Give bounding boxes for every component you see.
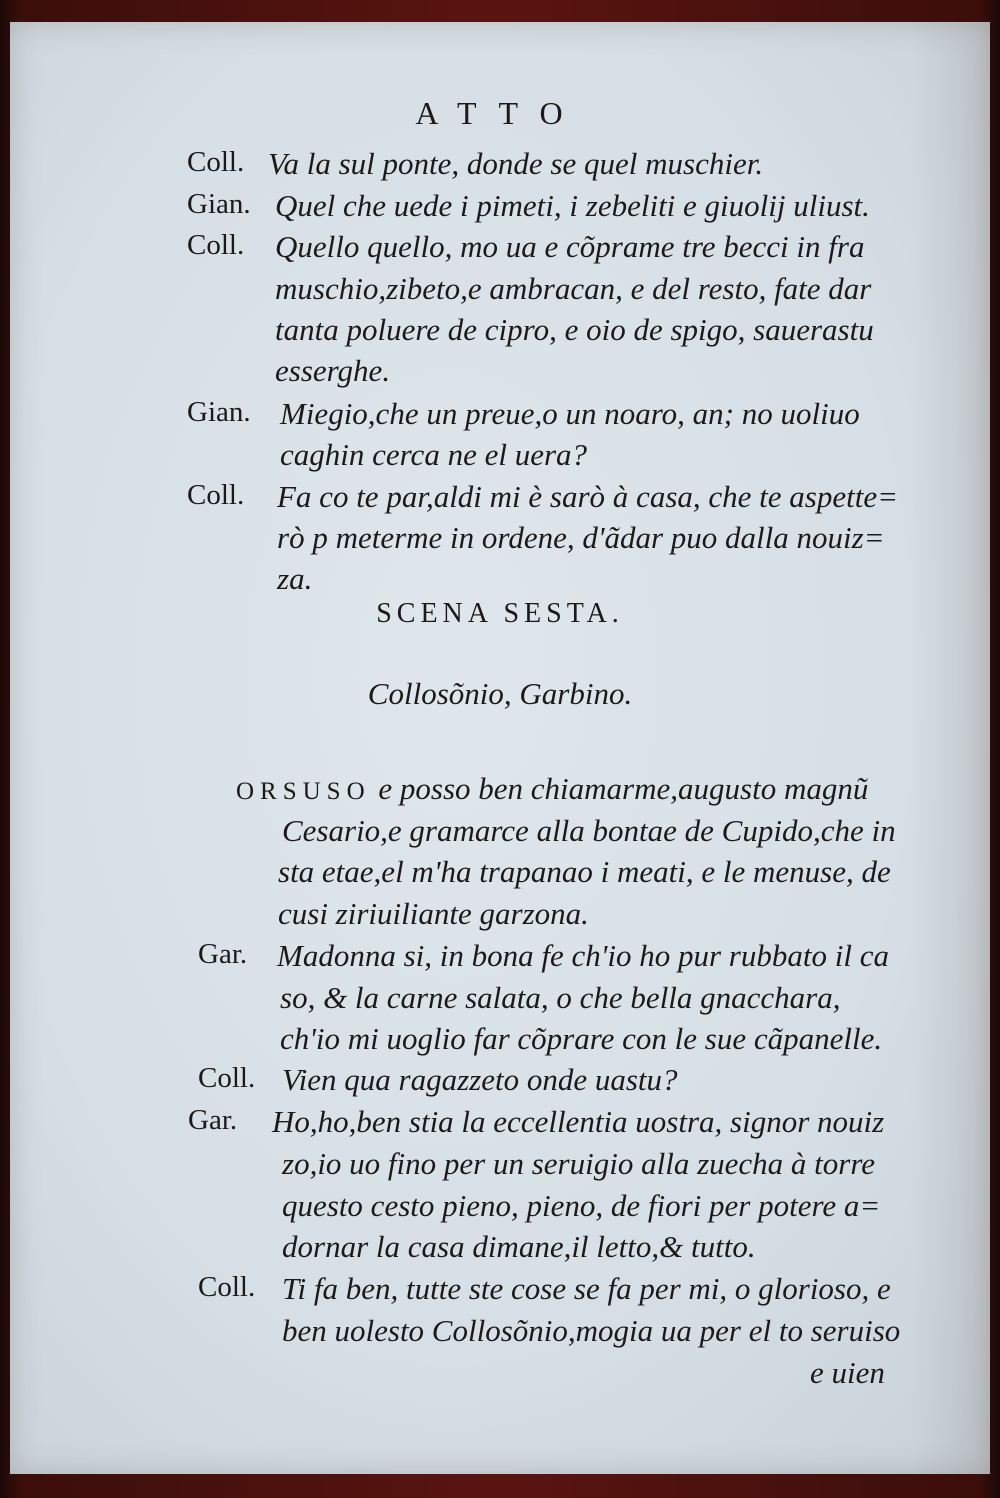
text-line: esserghe. [275,353,391,388]
text-line: Quel che uede i pimeti, i zebeliti e giuolij uliust. [275,188,870,223]
text-line: Ho,ho,ben stia la eccellentia uostra, signor nouiz [272,1104,885,1139]
text-line: Ti fa ben, tutte ste cose se fa per mi, o glorioso, e [282,1271,891,1306]
speaker-label: Coll. [198,1062,256,1094]
text-line-rest: e posso ben chiamarme,augusto magnũ [370,771,869,806]
text-line: Madonna si, in bona fe ch'io ho pur rubbato il ca [277,938,889,973]
text-line: so, & la carne salata, o che bella gnacchara, [280,980,841,1015]
text-line: Miegio,che un preue,o un noaro, an; no uoliuo [280,396,860,431]
speaker-label: Gian. [187,188,251,220]
speaker-label: Coll. [187,479,245,511]
text-line: Va la sul ponte, donde se quel muschier. [268,146,764,181]
text-line: zo,io uo fino per un seruigio alla zuecha à torre [282,1146,875,1181]
text-line: Fa co te par,aldi mi è sarò à casa, che te aspette= [277,479,898,514]
scene-characters: Collosõnio, Garbino. [367,676,633,711]
text-line: tanta poluere de cipro, e oio de spigo, sauerastu [275,312,874,347]
text-line: dornar la casa dimane,il letto,& tutto. [282,1229,756,1264]
speaker-label: Coll. [187,229,245,261]
initial-word: ORSUSO [236,778,371,805]
text-line: questo cesto pieno, pieno, de fiori per potere a= [282,1188,881,1223]
text-line: ch'io mi uoglio far cõprare con le sue cãpanelle. [280,1021,883,1056]
text-line [236,771,868,807]
text-line: ben uolesto Collosõnio,mogia ua per el to seruiso [282,1313,901,1348]
text-line: cusi ziriuiliante garzona. [278,896,589,931]
text-line: Quello quello, mo ua e cõprame tre becci in fra [275,229,865,264]
scene-title: SCENA SESTA. [376,598,624,629]
text-line: Cesario,e gramarce alla bontae de Cupido,che in [282,813,896,848]
text-line: sta etae,el m'ha trapanao i meati, e le menuse, de [278,854,891,889]
page-edge-shadow [910,22,990,1474]
speaker-label: Coll. [187,146,245,178]
catchword: e uien [810,1355,885,1390]
text-line: muschio,zibeto,e ambracan, e del resto, fate dar [275,271,872,306]
speaker-label: Gian. [187,396,251,428]
text-line: Vien qua ragazzeto onde uastu? [282,1062,678,1097]
page-header: ATTO [415,95,585,131]
text-line: rò p meterme in ordene, d'ãdar puo dalla nouiz= [277,520,885,555]
text-line: caghin cerca ne el uera? [280,437,588,472]
speaker-label: Gar. [198,938,248,970]
text-line: za. [277,561,313,596]
speaker-label: Gar. [188,1104,238,1136]
speaker-label: Coll. [198,1271,256,1303]
